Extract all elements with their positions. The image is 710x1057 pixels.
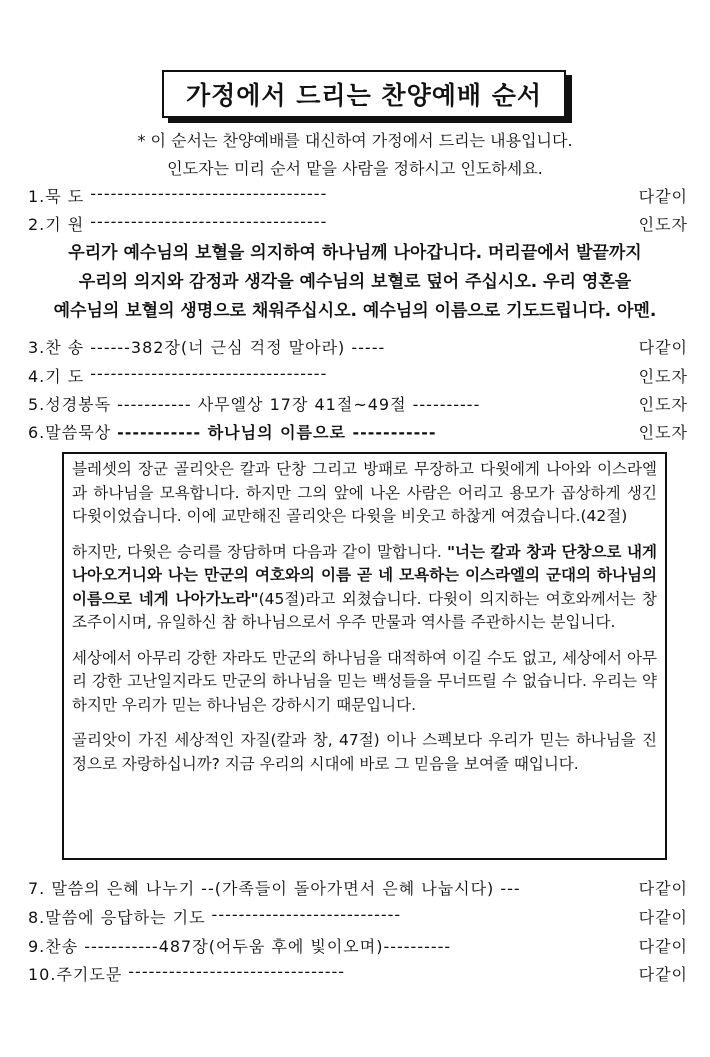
meditation-quote: "너는 칼과 창과 단창으로 내게 나아오거니와 나는 만군의 여호와의 이름 곧 네 모욕하는 이스라엘의 군대의 하나님의 이름으로 네게 나아가노라" (72, 542, 657, 608)
order-label: 10.주기도문 (28, 965, 123, 984)
order-leader: 인도자 (638, 367, 688, 386)
order-dashes: -----------487장(어두움 후에 빛이오며)---------- (84, 937, 452, 956)
order-item-6 (28, 420, 688, 443)
meditation-paragraph-3: 세상에서 아무리 강한 자라도 만군의 하나님을 대적하여 이길 수도 없고, 세상에서 아무리 강한 고난일지라도 만군의 하나님을 믿는 백성들을 무너뜨릴 수 없습니다. 우리는 약하지만 우리가 믿는 하나님은 강하시기 때문입니다. (72, 648, 657, 714)
prayer-text (18, 239, 692, 326)
order-leader: 인도자 (638, 395, 688, 414)
order-label: 5.성경봉독 (28, 395, 112, 414)
order-item-8 (28, 905, 688, 928)
prayer-line: 우리가 예수님의 보혈을 의지하여 하나님께 나아갑니다. 머리끝에서 발끝까지 (68, 243, 642, 263)
order-item-1 (28, 184, 688, 207)
order-leader: 다같이 (638, 965, 688, 984)
order-dashes: ----------------------------------- (90, 212, 328, 231)
order-item-10 (28, 962, 688, 985)
order-label: 8.말씀에 응답하는 기도 (28, 908, 206, 927)
order-dashes: ----------- 하나님의 이름으로 ----------- (117, 423, 437, 442)
order-label: 7. 말씀의 은혜 나누기 (28, 879, 196, 898)
page-title: 가정에서 드리는 찬양예배 순서 (185, 81, 543, 110)
meditation-paragraph-1: 블레셋의 장군 골리앗은 칼과 단창 그리고 방패로 무장하고 다윗에게 나아와 이스라엘과 하나님을 모욕합니다. 하지만 그의 앞에 나온 사람은 어리고 용모가 곱상하게 생긴 다윗이었습니다. 이에 교만해진 골리앗은 다윗을 비웃고 하찮게 여겼습니다.(42절) (72, 460, 657, 525)
meditation-box (62, 452, 667, 860)
order-label: 9.찬송 (28, 937, 79, 956)
order-dashes: --(가족들이 돌아가면서 은혜 나눕시다) --- (201, 879, 521, 898)
meditation-text: 하지만, 다윗은 승리를 장담하며 다음과 같이 말합니다. (72, 542, 447, 561)
order-item-2 (28, 212, 688, 235)
order-dashes: ---------------------------- (211, 905, 402, 924)
order-label: 1.묵 도 (28, 187, 85, 206)
order-item-7 (28, 876, 688, 899)
order-dashes: ------382장(너 근심 걱정 말아라) ----- (90, 338, 386, 357)
order-dashes: ----------- 사무엘상 17장 41절~49절 ---------- (117, 395, 481, 414)
order-item-4 (28, 364, 688, 387)
order-label: 3.찬 송 (28, 338, 85, 357)
order-item-3 (28, 335, 688, 358)
order-leader: 다같이 (638, 937, 688, 956)
meditation-paragraph-4: 골리앗이 가진 세상적인 자질(칼과 창, 47절) 이나 스펙보다 우리가 믿는 하나님을 진정으로 자랑하십니까? 지금 우리의 시대에 바로 그 믿음을 보여줄 때입니다. (72, 731, 657, 773)
title-box (162, 70, 566, 118)
order-leader: 인도자 (638, 215, 688, 234)
note-line-1: * 이 순서는 찬양예배를 대신하여 가정에서 드리는 내용입니다. (137, 131, 573, 150)
order-dashes: -------------------------------- (128, 962, 346, 981)
note-line-2: 인도자는 미리 순서 맡을 사람을 정하시고 인도하세요. (167, 159, 543, 178)
order-leader: 다같이 (638, 908, 688, 927)
order-leader: 다같이 (638, 187, 688, 206)
order-leader: 다같이 (638, 879, 688, 898)
order-dashes: ----------------------------------- (90, 184, 328, 203)
order-leader: 다같이 (638, 338, 688, 357)
order-label: 2.기 원 (28, 215, 85, 234)
order-label: 4.기 도 (28, 367, 85, 386)
prayer-line: 예수님의 보혈의 생명으로 채워주십시오. 예수님의 이름으로 기도드립니다. 아멘. (53, 301, 657, 321)
order-item-9 (28, 934, 688, 957)
order-label: 6.말씀묵상 (28, 423, 112, 442)
order-dashes: ----------------------------------- (90, 364, 328, 383)
meditation-text: (45절)라고 외쳤습니다. 다윗이 의지하는 여호와께서는 창조주이시며, 유일하신 참 하나님으로서 우주 만물과 역사를 주관하시는 분입니다. (72, 589, 657, 631)
order-leader: 인도자 (638, 423, 688, 442)
meditation-paragraph-2 (72, 541, 657, 635)
order-item-5 (28, 392, 688, 415)
prayer-line: 우리의 의지와 감정과 생각을 예수님의 보혈로 덮어 주십시오. 우리 영혼을 (78, 272, 632, 292)
